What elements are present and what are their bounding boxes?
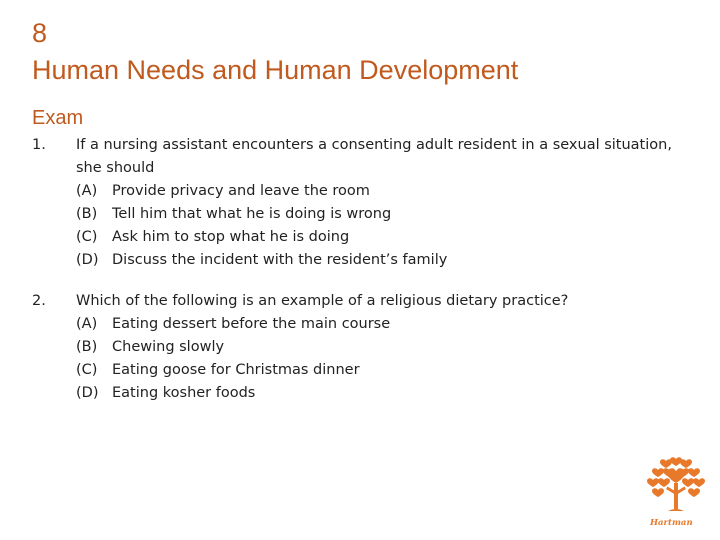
option-letter: (C) xyxy=(76,362,98,378)
question-stem: Which of the following is an example of a religious dietary practice? xyxy=(76,293,569,309)
option-letter: (A) xyxy=(76,183,98,199)
answer-option xyxy=(76,180,676,203)
option-text: Ask him to stop what he is doing xyxy=(112,229,350,245)
answer-option xyxy=(76,249,676,272)
answer-option xyxy=(76,359,676,382)
answer-option xyxy=(76,382,676,405)
option-text: Tell him that what he is doing is wrong xyxy=(112,206,392,222)
question-stem: If a nursing assistant encounters a consenting adult resident in a sexual situation, she should xyxy=(76,137,672,176)
option-letter: (D) xyxy=(76,385,99,401)
option-text: Discuss the incident with the resident’s family xyxy=(112,252,448,268)
answer-option xyxy=(76,203,676,226)
option-letter: (A) xyxy=(76,316,98,332)
option-text: Eating goose for Christmas dinner xyxy=(112,362,360,378)
option-letter: (B) xyxy=(76,206,98,222)
option-letter: (D) xyxy=(76,252,99,268)
logo-trunk xyxy=(666,483,686,511)
question-body xyxy=(76,290,676,405)
slide-title: Human Needs and Human Development xyxy=(32,55,519,85)
logo-wordmark: Hartman xyxy=(650,518,693,528)
option-text: Provide privacy and leave the room xyxy=(112,183,370,199)
option-letter: (C) xyxy=(76,229,98,245)
question-number: 2. xyxy=(32,293,46,309)
section-heading: Exam xyxy=(32,107,84,129)
answer-option xyxy=(76,226,676,249)
answer-option xyxy=(76,336,676,359)
answer-option xyxy=(76,313,676,336)
question-body xyxy=(76,134,676,272)
option-letter: (B) xyxy=(76,339,98,355)
option-text: Eating kosher foods xyxy=(112,385,256,401)
option-text: Chewing slowly xyxy=(112,339,225,355)
question-number: 1. xyxy=(32,137,46,153)
option-text: Eating dessert before the main course xyxy=(112,316,391,332)
slide-number: 8 xyxy=(32,18,48,48)
